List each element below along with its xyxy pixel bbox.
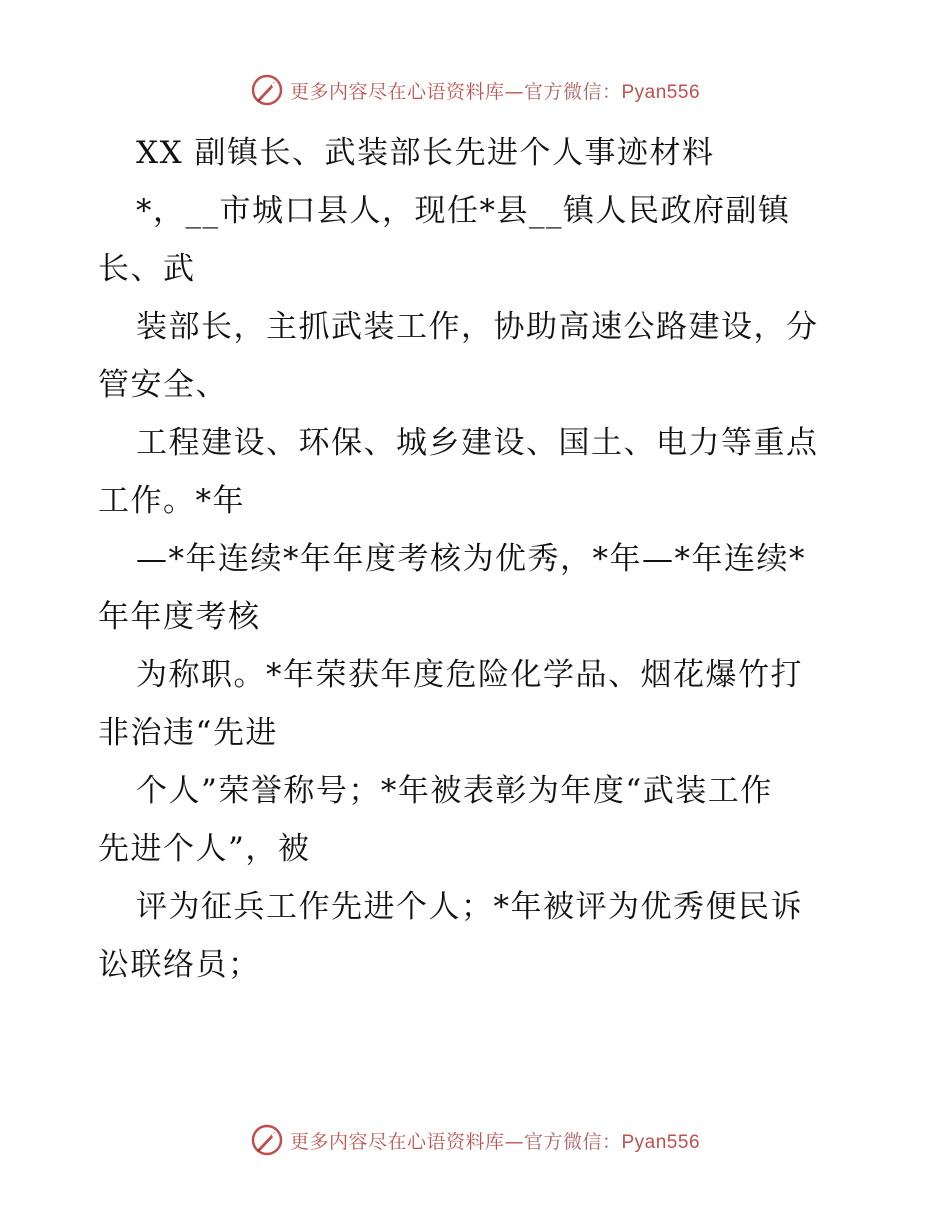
paragraph-line: 装部长，主抓武装工作，协助高速公路建设，分 xyxy=(136,309,819,345)
banner-main-text: 更多内容尽在心语资料库 xyxy=(289,80,505,103)
paragraph-line: 管安全、 xyxy=(98,367,228,403)
paragraph-line: —*年连续*年年度考核为优秀，*年—*年连续* xyxy=(136,541,806,577)
paragraph-line: 讼联络员； xyxy=(98,947,261,983)
paragraph-line: 工程建设、环保、城乡建设、国土、电力等重点 xyxy=(136,425,819,461)
banner-wechat-label: 官方微信： xyxy=(523,1130,622,1153)
banner-text xyxy=(290,1127,700,1154)
document-body xyxy=(98,124,858,994)
paragraph-line: *，__市城口县人，现任*县__镇人民政府副镇 xyxy=(136,193,791,229)
paragraph-line: 个人”荣誉称号；*年被表彰为年度“武装工作 xyxy=(136,773,773,809)
quill-pen-logo-icon xyxy=(250,73,284,107)
banner-separator: — xyxy=(504,1130,524,1153)
banner-main-text: 更多内容尽在心语资料库 xyxy=(289,1130,505,1153)
banner-wechat-label: 官方微信： xyxy=(523,80,622,103)
paragraph-line: 工作。*年 xyxy=(98,483,245,519)
banner-wechat-id: Pyan556 xyxy=(621,1131,701,1153)
footer-banner xyxy=(0,1120,950,1160)
paragraph-line: 非治违“先进 xyxy=(98,715,278,751)
paragraph-line: 评为征兵工作先进个人；*年被评为优秀便民诉 xyxy=(136,889,803,925)
document-title: XX 副镇长、武装部长先进个人事迹材料 xyxy=(136,135,715,171)
paragraph-line: 为称职。*年荣获年度危险化学品、烟花爆竹打 xyxy=(136,657,803,693)
quill-pen-logo-icon xyxy=(250,1123,284,1157)
banner-text xyxy=(290,77,700,104)
paragraph-line: 长、武 xyxy=(98,251,196,287)
banner-wechat-id: Pyan556 xyxy=(621,81,701,103)
banner-separator: — xyxy=(504,80,524,103)
paragraph-line: 年年度考核 xyxy=(98,599,261,635)
paragraph-line: 先进个人”，被 xyxy=(98,831,311,867)
header-banner xyxy=(0,70,950,110)
